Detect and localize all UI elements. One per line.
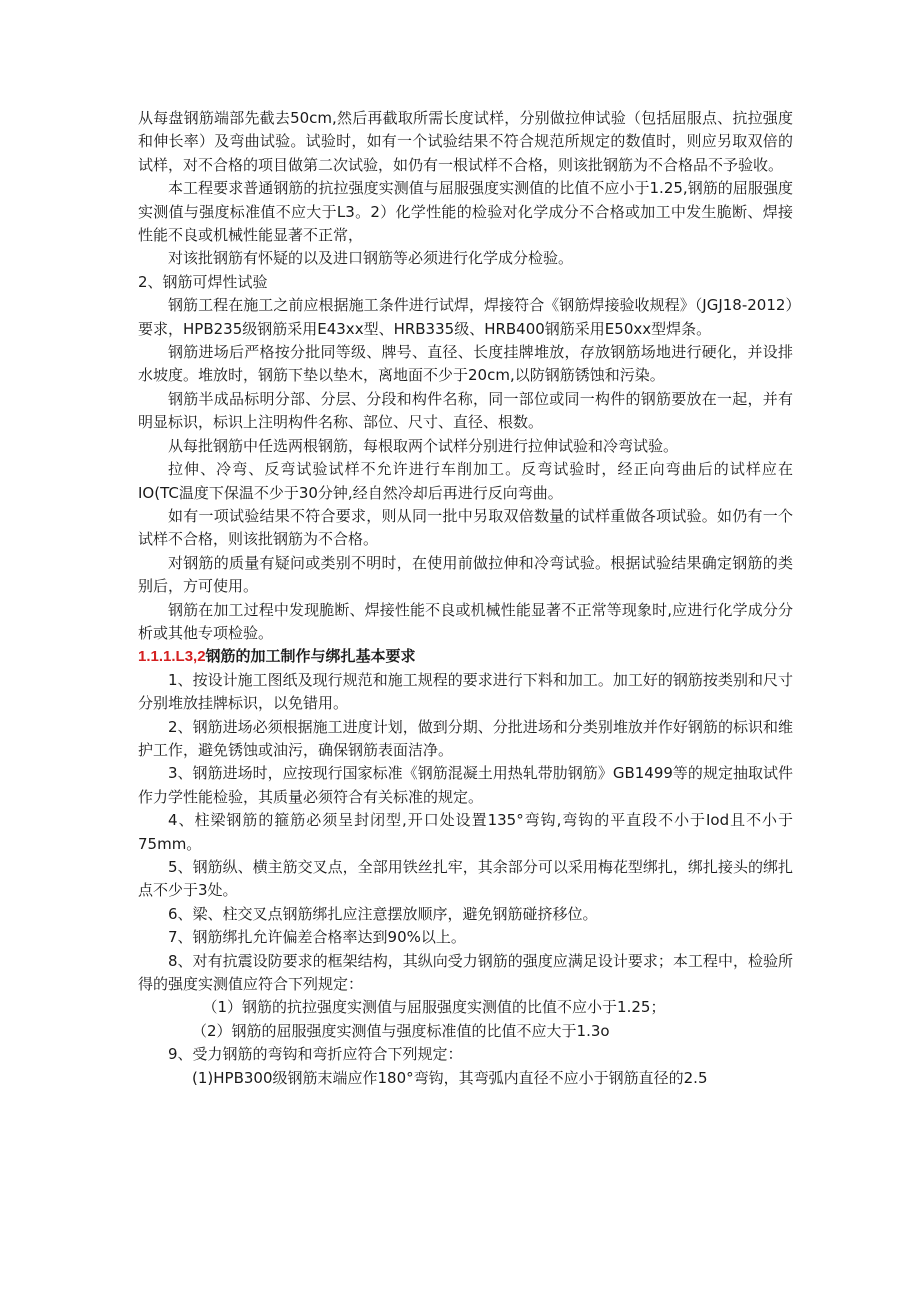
requirement-item-1: 1、按设计施工图纸及现行规范和施工规程的要求进行下料和加工。加工好的钢筋按类别和尺寸分别堆放挂牌标识，以免错用。 xyxy=(138,670,793,713)
requirement-item-6: 6、梁、柱交叉点钢筋绑扎应注意摆放顺序，避免钢筋碰挤移位。 xyxy=(168,904,598,923)
requirement-item-4: 4、柱梁钢筋的箍筋必须呈封闭型,开口处设置135°弯钩,弯钩的平直段不小于Iod且不小于75mm。 xyxy=(138,811,793,853)
paragraph-12: 钢筋在加工过程中发现脆断、焊接性能不良或机械性能显著不正常等现象时,应进行化学成分分析或其他专项检验。 xyxy=(138,600,793,642)
paragraph-7: 钢筋半成品标明分部、分层、分段和构件名称，同一部位或同一构件的钢筋要放在一起，并有明显标识，标识上注明构件名称、部位、尺寸、直径、根数。 xyxy=(138,389,793,432)
paragraph-10: 如有一项试验结果不符合要求，则从同一批中另取双倍数量的试样重做各项试验。如仍有一个试样不合格，则该批钢筋为不合格。 xyxy=(138,506,793,549)
requirement-subitem-9-1: (1)HPB300级钢筋末端应作180°弯钩，其弯弧内直径不应小于钢筋直径的2.5 xyxy=(192,1068,708,1087)
requirement-item-8: 8、对有抗震设防要求的框架结构，其纵向受力钢筋的强度应满足设计要求；本工程中，检验所得的强度实测值应符合下列规定： xyxy=(138,951,793,994)
paragraph-11: 对钢筋的质量有疑问或类别不明时，在使用前做拉伸和冷弯试验。根据试验结果确定钢筋的类别后，方可使用。 xyxy=(138,553,793,596)
section-heading-title: 钢筋的加工制作与绑扎基本要求 xyxy=(205,647,416,666)
requirement-item-9: 9、受力钢筋的弯钩和弯折应符合下列规定： xyxy=(168,1045,463,1064)
paragraph-3: 对该批钢筋有怀疑的以及进口钢筋等必须进行化学成分检验。 xyxy=(168,249,574,268)
section-title-weldability: 2、钢筋可焊性试验 xyxy=(138,272,268,291)
paragraph-1: 从每盘钢筋端部先截去50cm,然后再截取所需长度试样，分别做拉伸试验（包括屈服点、抗拉强度和伸长率）及弯曲试验。试验时，如有一个试验结果不符合规范所规定的数值时，则应另取双倍的试样，对不合格的项目做第二次试验，如仍有一根试样不合格，则该批钢筋为不合格品不予验收。 xyxy=(138,109,793,174)
section-heading-number: 1.1.1.L3,2 xyxy=(138,648,206,666)
requirement-item-7: 7、钢筋绑扎允许偏差合格率达到90%以上。 xyxy=(168,928,466,947)
requirement-item-3: 3、钢筋进场时，应按现行国家标准《钢筋混凝土用热轧带肋钢筋》GB1499等的规定抽取试件作力学性能检验，其质量必须符合有关标准的规定。 xyxy=(138,764,793,806)
paragraph-5: 钢筋工程在施工之前应根据施工条件进行试焊，焊接符合《钢筋焊接验收规程》（JGJ18-2012）要求，HPB235级钢筋采用E43xx型、HRB335级、HRB400钢筋采用E50xx型焊条。 xyxy=(138,296,793,338)
document-body xyxy=(138,107,793,1090)
paragraph-8: 从每批钢筋中任选两根钢筋，每根取两个试样分别进行拉伸试验和冷弯试验。 xyxy=(168,436,679,455)
paragraph-9: 拉伸、冷弯、反弯试验试样不允许进行车削加工。反弯试验时，经正向弯曲后的试样应在IO(TC温度下保温不少于30分钟,经自然冷却后再进行反向弯曲。 xyxy=(138,460,793,502)
requirement-subitem-8-1: （1）钢筋的抗拉强度实测值与屈服强度实测值的比值不应小于1.25； xyxy=(202,998,666,1017)
requirement-item-2: 2、钢筋进场必须根据施工进度计划，做到分期、分批进场和分类别堆放并作好钢筋的标识和维护工作，避免锈蚀或油污，确保钢筋表面洁净。 xyxy=(138,717,793,759)
requirement-subitem-8-2: （2）钢筋的屈服强度实测值与强度标准值的比值不应大于1.3o xyxy=(192,1021,610,1040)
section-heading xyxy=(138,645,793,668)
requirement-item-5: 5、钢筋纵、横主筋交叉点，全部用铁丝扎牢，其余部分可以采用梅花型绑扎，绑扎接头的绑扎点不少于3处。 xyxy=(138,858,793,900)
paragraph-2: 本工程要求普通钢筋的抗拉强度实测值与屈服强度实测值的比值不应小于1.25,钢筋的屈服强度实测值与强度标准值不应大于L3。2）化学性能的检验对化学成分不合格或加工中发生脆断、焊接性能不良或机械性能显著不正常， xyxy=(138,179,793,245)
paragraph-6: 钢筋进场后严格按分批同等级、牌号、直径、长度挂牌堆放，存放钢筋场地进行硬化，并设排水坡度。堆放时，钢筋下垫以垫木，离地面不少于20cm,以防钢筋锈蚀和污染。 xyxy=(138,343,793,385)
